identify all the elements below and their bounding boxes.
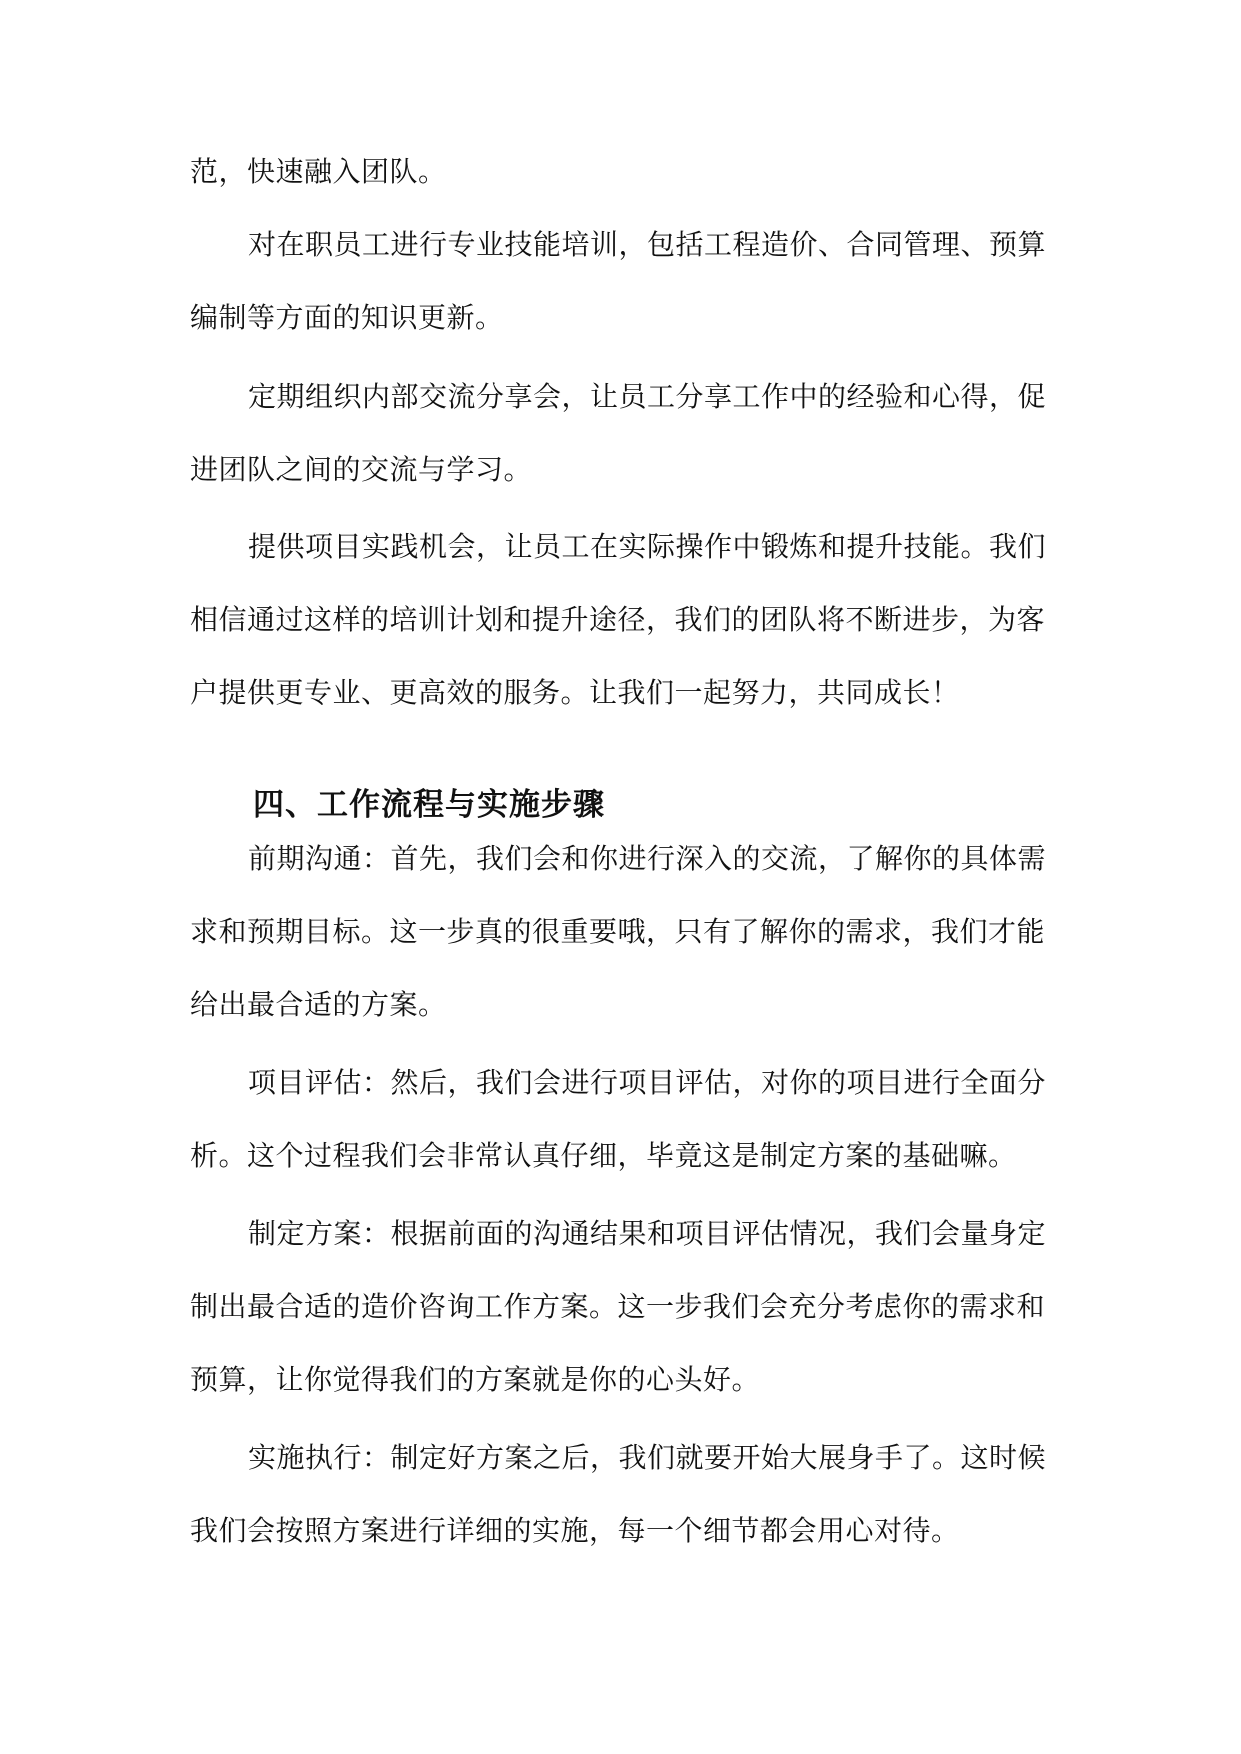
body-text-line: 预算，让你觉得我们的方案就是你的心头好。 bbox=[190, 1363, 761, 1396]
body-text-line: 求和预期目标。这一步真的很重要哦，只有了解你的需求，我们才能 bbox=[190, 915, 1046, 948]
body-text-line: 析。这个过程我们会非常认真仔细，毕竟这是制定方案的基础嘛。 bbox=[190, 1139, 1017, 1172]
body-text-line: 编制等方面的知识更新。 bbox=[190, 301, 504, 334]
body-text-line: 相信通过这样的培训计划和提升途径，我们的团队将不断进步，为客 bbox=[190, 603, 1046, 636]
paragraph-first-line: 项目评估：然后，我们会进行项目评估，对你的项目进行全面分 bbox=[248, 1066, 1047, 1099]
body-text-line: 我们会按照方案进行详细的实施，每一个细节都会用心对待。 bbox=[190, 1514, 960, 1547]
paragraph-first-line: 提供项目实践机会，让员工在实际操作中锻炼和提升技能。我们 bbox=[248, 530, 1047, 563]
body-text-line: 户提供更专业、更高效的服务。让我们一起努力，共同成长！ bbox=[190, 676, 960, 709]
body-text-line: 范，快速融入团队。 bbox=[190, 155, 447, 188]
section-heading: 四、工作流程与实施步骤 bbox=[253, 787, 605, 823]
body-text-line: 给出最合适的方案。 bbox=[190, 988, 447, 1021]
paragraph-first-line: 制定方案：根据前面的沟通结果和项目评估情况，我们会量身定 bbox=[248, 1217, 1047, 1250]
paragraph-first-line: 对在职员工进行专业技能培训，包括工程造价、合同管理、预算 bbox=[248, 228, 1047, 261]
paragraph-first-line: 实施执行：制定好方案之后，我们就要开始大展身手了。这时候 bbox=[248, 1441, 1047, 1474]
paragraph-first-line: 定期组织内部交流分享会，让员工分享工作中的经验和心得，促 bbox=[248, 380, 1047, 413]
body-text-line: 进团队之间的交流与学习。 bbox=[190, 453, 533, 486]
paragraph-first-line: 前期沟通：首先，我们会和你进行深入的交流，了解你的具体需 bbox=[248, 842, 1047, 875]
body-text-line: 制出最合适的造价咨询工作方案。这一步我们会充分考虑你的需求和 bbox=[190, 1290, 1046, 1323]
